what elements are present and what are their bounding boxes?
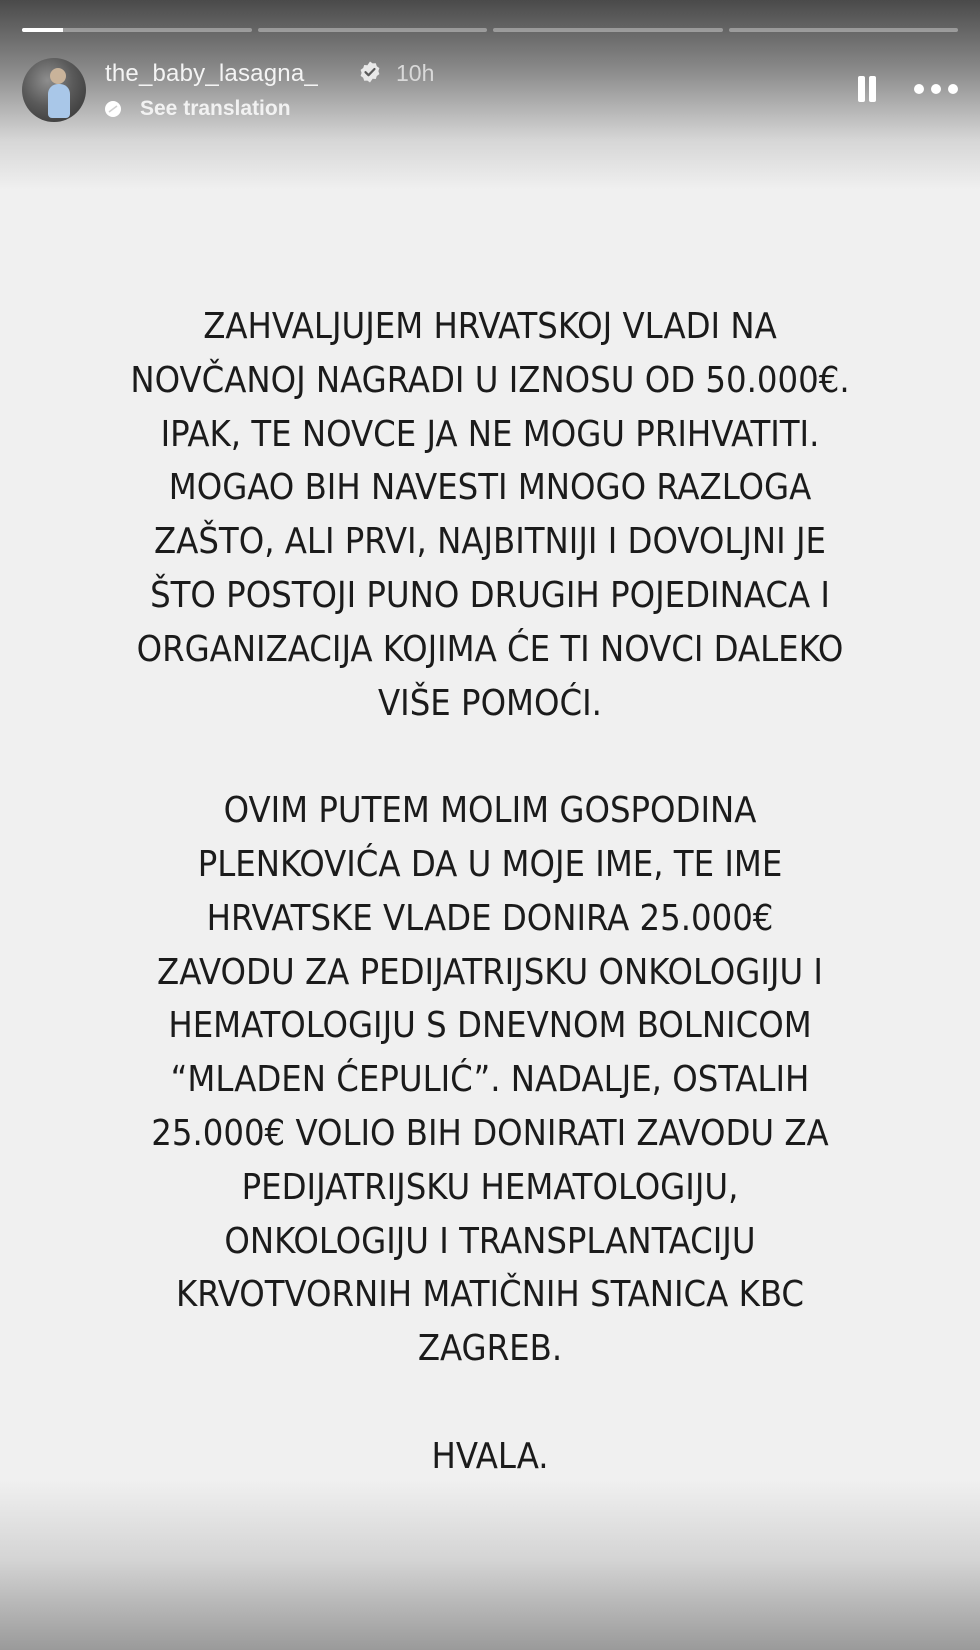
text-line: PEDIJATRIJSKU HEMATOLOGIJU, <box>241 1166 739 1208</box>
text-line: ZAGREB. <box>417 1328 563 1370</box>
paragraph-thanks <box>40 1430 940 1484</box>
more-options-button[interactable] <box>914 74 958 104</box>
pause-button[interactable] <box>852 72 882 106</box>
text-line: HVALA. <box>431 1435 549 1477</box>
see-translation-label: See translation <box>140 97 291 120</box>
pause-icon-bar <box>869 76 876 102</box>
text-line: ORGANIZACIJA KOJIMA ĆE TI NOVCI DALEKO <box>136 628 844 670</box>
see-translation-button[interactable] <box>104 96 291 122</box>
pause-icon <box>858 76 865 102</box>
text-line: OVIM PUTEM MOLIM GOSPODINA <box>223 790 757 832</box>
post-time: 10h <box>396 60 435 86</box>
text-line: NOVČANOJ NAGRADI U IZNOSU OD 50.000€. <box>130 359 850 401</box>
story-progress-bar <box>22 28 958 32</box>
text-line: ONKOLOGIJU I TRANSPLANTACIJU <box>224 1220 756 1262</box>
text-line: ZAHVALJUJEM HRVATSKOJ VLADI NA <box>203 306 777 347</box>
text-line: VIŠE POMOĆI. <box>378 682 602 724</box>
text-line: MOGAO BIH NAVESTI MNOGO RAZLOGA <box>168 467 812 509</box>
more-options-icon <box>914 84 924 94</box>
more-options-dot <box>948 84 958 94</box>
more-options-dot <box>931 84 941 94</box>
paragraph-donation <box>40 784 940 1376</box>
text-line: IPAK, TE NOVCE JA NE MOGU PRIHVATITI. <box>160 413 820 455</box>
text-line: ŠTO POSTOJI PUNO DRUGIH POJEDINACA I <box>150 574 830 616</box>
story-header <box>22 56 958 126</box>
verified-badge-icon <box>358 60 382 84</box>
avatar-body-shape <box>48 84 70 118</box>
text-line: 25.000€ VOLIO BIH DONIRATI ZAVODU ZA <box>151 1112 829 1154</box>
username-link[interactable]: the_baby_lasagna_ <box>105 60 318 87</box>
text-line: PLENKOVIĆA DA U MOJE IME, TE IME <box>197 843 783 885</box>
story-text-content <box>40 300 940 1537</box>
progress-segment <box>258 28 488 32</box>
text-line: “MLADEN ĆEPULIĆ”. NADALJE, OSTALIH <box>170 1059 810 1101</box>
avatar-head-shape <box>50 68 66 84</box>
text-line: ZAŠTO, ALI PRVI, NAJBITNIJI I DOVOLJNI JE <box>154 521 826 563</box>
text-line: HRVATSKE VLADE DONIRA 25.000€ <box>206 897 774 939</box>
translate-icon <box>104 100 122 118</box>
text-line: ZAVODU ZA PEDIJATRIJSKU ONKOLOGIJU I <box>157 951 823 993</box>
progress-segment <box>729 28 959 32</box>
text-line: HEMATOLOGIJU S DNEVNOM BOLNICOM <box>168 1005 812 1047</box>
text-line: KRVOTVORNIH MATIČNIH STANICA KBC <box>175 1274 805 1316</box>
paragraph-gratitude <box>40 300 940 730</box>
avatar[interactable] <box>22 58 86 122</box>
progress-segment <box>22 28 252 32</box>
progress-segment-fill <box>22 28 63 32</box>
progress-segment <box>493 28 723 32</box>
